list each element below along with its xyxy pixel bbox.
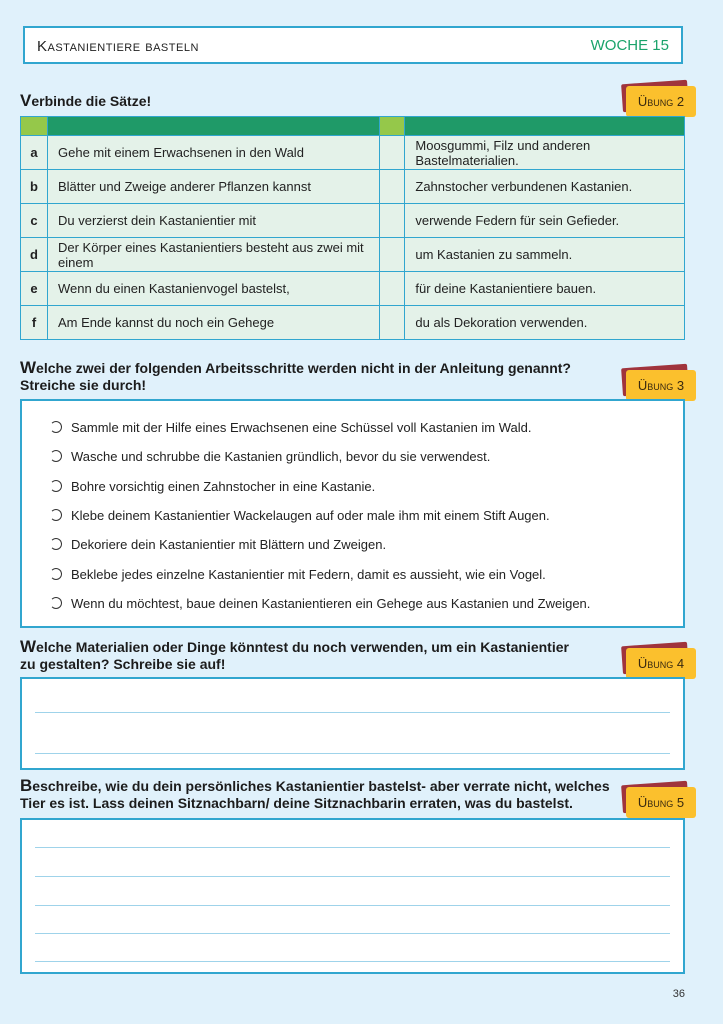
week-label: WOCHE 15: [590, 37, 669, 54]
answer-cell[interactable]: [380, 170, 405, 204]
answer-cell[interactable]: [380, 136, 405, 170]
list-item[interactable]: Beklebe jedes einzelne Kastanientier mit Federn, damit es aussieht, wie ein Vogel.: [50, 567, 546, 582]
circle-bullet-icon: [50, 450, 62, 462]
left-phrase: Blätter und Zweige anderer Pflanzen kannst: [48, 170, 380, 204]
right-phrase: Zahnstocher verbundenen Kastanien.: [405, 170, 685, 204]
answer-cell[interactable]: [380, 306, 405, 340]
exercise-4-badge: Übung 4: [626, 648, 696, 679]
table-row: b Blätter und Zweige anderer Pflanzen kannst Zahnstocher verbundenen Kastanien.: [21, 170, 685, 204]
table-row: e Wenn du einen Kastanienvogel bastelst, für deine Kastanientiere bauen.: [21, 272, 685, 306]
answer-box-4[interactable]: [20, 677, 685, 770]
list-item[interactable]: Sammle mit der Hilfe eines Erwachsenen eine Schüssel voll Kastanien im Wald.: [50, 420, 532, 435]
answer-cell[interactable]: [380, 272, 405, 306]
exercise-2-badge: Übung 2: [626, 86, 696, 117]
circle-bullet-icon: [50, 509, 62, 521]
exercise-5-title: Beschreibe, wie du dein persönliches Kastanientier bastelst- aber verrate nicht, welches Tier es ist. Lass deinen Sitznachbarn/ deine Sitznachbarin erraten, was du bastelst.: [20, 776, 610, 811]
left-phrase: Der Körper eines Kastanientiers besteht aus zwei mit einem: [48, 238, 380, 272]
left-phrase: Am Ende kannst du noch ein Gehege: [48, 306, 380, 340]
circle-bullet-icon: [50, 480, 62, 492]
page-header: [23, 26, 683, 64]
writing-line: [35, 933, 670, 934]
writing-line: [35, 847, 670, 848]
left-phrase: Wenn du einen Kastanienvogel bastelst,: [48, 272, 380, 306]
left-phrase: Gehe mit einem Erwachsenen in den Wald: [48, 136, 380, 170]
table-header-row: [21, 117, 685, 136]
table-row: c Du verzierst dein Kastanientier mit verwende Federn für sein Gefieder.: [21, 204, 685, 238]
circle-bullet-icon: [50, 421, 62, 433]
right-phrase: um Kastanien zu sammeln.: [405, 238, 685, 272]
worksheet-title: Kastanientiere basteln: [37, 38, 199, 55]
right-phrase: Moosgummi, Filz und anderen Bastelmaterialien.: [405, 136, 685, 170]
writing-line: [35, 753, 670, 754]
table-row: a Gehe mit einem Erwachsenen in den Wald Moosgummi, Filz und anderen Bastelmaterialien.: [21, 136, 685, 170]
writing-line: [35, 961, 670, 962]
answer-cell[interactable]: [380, 238, 405, 272]
table-row: f Am Ende kannst du noch ein Gehege du als Dekoration verwenden.: [21, 306, 685, 340]
list-item[interactable]: Dekoriere dein Kastanientier mit Blättern und Zweigen.: [50, 537, 386, 552]
list-item[interactable]: Wenn du möchtest, baue deinen Kastanientieren ein Gehege aus Kastanien und Zweigen.: [50, 596, 590, 611]
answer-cell[interactable]: [380, 204, 405, 238]
right-phrase: du als Dekoration verwenden.: [405, 306, 685, 340]
circle-bullet-icon: [50, 538, 62, 550]
circle-bullet-icon: [50, 568, 62, 580]
list-item[interactable]: Klebe deinem Kastanientier Wackelaugen auf oder male ihm mit einem Stift Augen.: [50, 508, 550, 523]
right-phrase: verwende Federn für sein Gefieder.: [405, 204, 685, 238]
steps-box: [20, 399, 685, 628]
exercise-3-badge: Übung 3: [626, 370, 696, 401]
matching-table: [20, 116, 685, 340]
exercise-4-title: Welche Materialien oder Dinge könntest du noch verwenden, um ein Kastanientier zu gestalten? Schreibe sie auf!: [20, 637, 569, 672]
page-number: 36: [672, 988, 685, 1000]
exercise-3-title: Welche zwei der folgenden Arbeitsschritte werden nicht in der Anleitung genannt? Streiche sie durch!: [20, 358, 571, 393]
answer-box-5[interactable]: [20, 818, 685, 974]
writing-line: [35, 712, 670, 713]
right-phrase: für deine Kastanientiere bauen.: [405, 272, 685, 306]
left-phrase: Du verzierst dein Kastanientier mit: [48, 204, 380, 238]
exercise-2-title: Verbinde die Sätze!: [20, 91, 152, 110]
list-item[interactable]: Wasche und schrubbe die Kastanien gründlich, bevor du sie verwendest.: [50, 449, 490, 464]
exercise-5-badge: Übung 5: [626, 787, 696, 818]
circle-bullet-icon: [50, 597, 62, 609]
writing-line: [35, 876, 670, 877]
writing-line: [35, 905, 670, 906]
list-item[interactable]: Bohre vorsichtig einen Zahnstocher in eine Kastanie.: [50, 479, 375, 494]
table-row: d Der Körper eines Kastanientiers besteht aus zwei mit einem um Kastanien zu sammeln.: [21, 238, 685, 272]
